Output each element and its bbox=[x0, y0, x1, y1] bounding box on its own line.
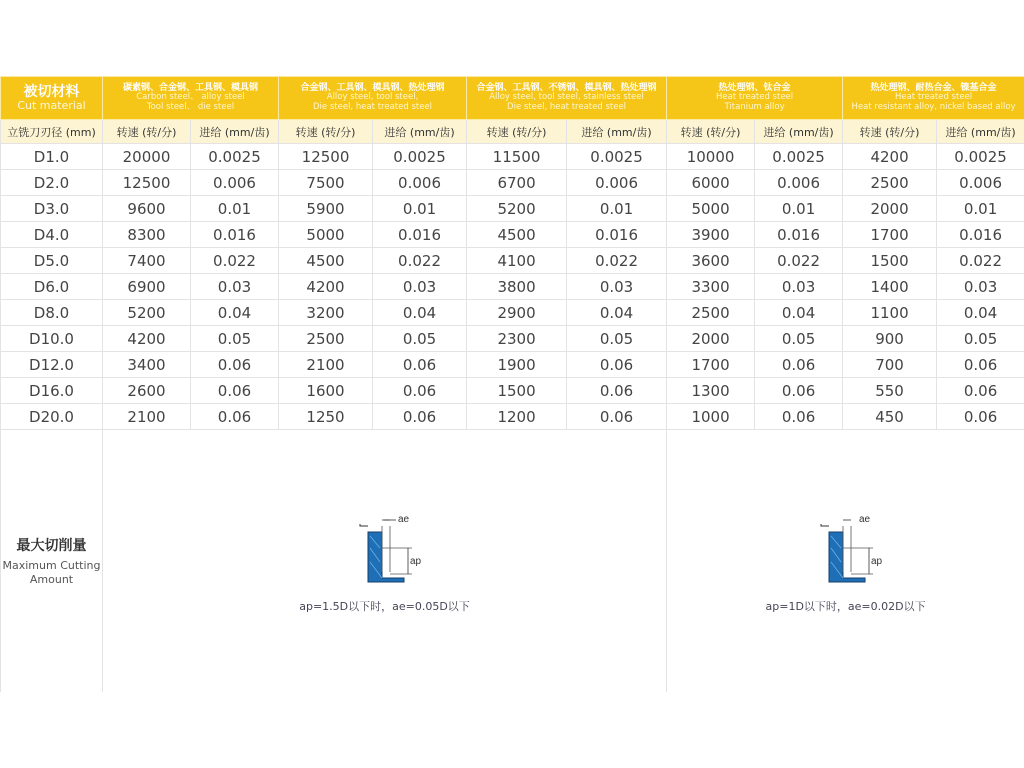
left-diagram-caption: ap=1.5D以下时，ae=0.05D以下 bbox=[299, 600, 470, 613]
speed-header: 转速 (转/分) bbox=[103, 120, 191, 144]
ap-label: ap bbox=[870, 556, 882, 567]
speed-cell: 700 bbox=[843, 352, 937, 378]
speed-cell: 1700 bbox=[667, 352, 755, 378]
max-cutting-label-cn: 最大切削量 bbox=[16, 537, 87, 554]
feed-cell: 0.04 bbox=[191, 300, 279, 326]
feed-cell: 0.01 bbox=[755, 196, 843, 222]
speed-cell: 8300 bbox=[103, 222, 191, 248]
speed-cell: 2500 bbox=[843, 170, 937, 196]
diameter-cell: D5.0 bbox=[1, 248, 103, 274]
feed-cell: 0.022 bbox=[755, 248, 843, 274]
left-diagram-cell bbox=[103, 430, 667, 693]
feed-cell: 0.06 bbox=[937, 378, 1024, 404]
diameter-cell: D2.0 bbox=[1, 170, 103, 196]
feed-cell: 0.06 bbox=[567, 352, 667, 378]
speed-cell: 1200 bbox=[467, 404, 567, 430]
table-row bbox=[1, 404, 1024, 430]
feed-cell: 0.016 bbox=[373, 222, 467, 248]
feed-cell: 0.05 bbox=[373, 326, 467, 352]
feed-cell: 0.01 bbox=[373, 196, 467, 222]
material-group-1-en2: Tool steel、 die steel bbox=[146, 102, 235, 113]
speed-cell: 3900 bbox=[667, 222, 755, 248]
speed-cell: 1000 bbox=[667, 404, 755, 430]
feed-cell: 0.0025 bbox=[755, 144, 843, 170]
material-group-2-en1: Alloy steel, tool steel, bbox=[326, 92, 419, 103]
feed-header: 进给 (mm/齿) bbox=[937, 120, 1024, 144]
feed-cell: 0.006 bbox=[755, 170, 843, 196]
speed-cell: 1600 bbox=[279, 378, 373, 404]
table-row bbox=[1, 378, 1024, 404]
speed-header: 转速 (转/分) bbox=[667, 120, 755, 144]
speed-cell: 900 bbox=[843, 326, 937, 352]
table-row bbox=[1, 196, 1024, 222]
speed-cell: 5000 bbox=[667, 196, 755, 222]
material-group-5-cn: 热处理钢、耐热合金、镍基合金 bbox=[870, 83, 997, 94]
material-group-5-en1: Heat treated steel bbox=[894, 92, 973, 103]
feed-cell: 0.06 bbox=[937, 404, 1024, 430]
material-group-5-en2: Heat resistant alloy, nickel based alloy bbox=[851, 102, 1016, 113]
feed-cell: 0.05 bbox=[191, 326, 279, 352]
material-group-1-cn: 碳素钢、合金钢、工具钢、模具钢 bbox=[123, 83, 259, 94]
speed-cell: 4200 bbox=[843, 144, 937, 170]
speed-cell: 5200 bbox=[103, 300, 191, 326]
feed-cell: 0.006 bbox=[567, 170, 667, 196]
feed-cell: 0.016 bbox=[937, 222, 1024, 248]
feed-cell: 0.0025 bbox=[191, 144, 279, 170]
feed-cell: 0.016 bbox=[567, 222, 667, 248]
feed-cell: 0.06 bbox=[567, 404, 667, 430]
material-group-3-en2: Die steel, heat treated steel bbox=[507, 102, 627, 113]
material-group-2 bbox=[279, 77, 467, 120]
speed-cell: 2300 bbox=[467, 326, 567, 352]
feed-header: 进给 (mm/齿) bbox=[755, 120, 843, 144]
speed-cell: 2000 bbox=[843, 196, 937, 222]
speed-cell: 2000 bbox=[667, 326, 755, 352]
speed-cell: 11500 bbox=[467, 144, 567, 170]
speed-cell: 5000 bbox=[279, 222, 373, 248]
column-subheader-row bbox=[1, 120, 1024, 144]
material-group-3 bbox=[467, 77, 667, 120]
feed-cell: 0.01 bbox=[937, 196, 1024, 222]
speed-cell: 2900 bbox=[467, 300, 567, 326]
feed-cell: 0.03 bbox=[191, 274, 279, 300]
speed-cell: 6900 bbox=[103, 274, 191, 300]
right-diagram-caption: ap=1D以下时，ae=0.02D以下 bbox=[765, 600, 926, 613]
ap-label: ap bbox=[409, 556, 421, 567]
left-cutting-diagram bbox=[310, 508, 460, 592]
material-group-4 bbox=[667, 77, 843, 120]
speed-cell: 4200 bbox=[279, 274, 373, 300]
table-row bbox=[1, 352, 1024, 378]
speed-cell: 2600 bbox=[103, 378, 191, 404]
speed-cell: 5200 bbox=[467, 196, 567, 222]
speed-cell: 12500 bbox=[103, 170, 191, 196]
speed-cell: 4500 bbox=[279, 248, 373, 274]
feed-cell: 0.03 bbox=[937, 274, 1024, 300]
feed-cell: 0.03 bbox=[755, 274, 843, 300]
table-row bbox=[1, 222, 1024, 248]
speed-cell: 3200 bbox=[279, 300, 373, 326]
feed-cell: 0.06 bbox=[191, 404, 279, 430]
diameter-cell: D12.0 bbox=[1, 352, 103, 378]
speed-cell: 4100 bbox=[467, 248, 567, 274]
feed-cell: 0.01 bbox=[191, 196, 279, 222]
diameter-cell: D3.0 bbox=[1, 196, 103, 222]
speed-cell: 3300 bbox=[667, 274, 755, 300]
diameter-cell: D20.0 bbox=[1, 404, 103, 430]
speed-cell: 10000 bbox=[667, 144, 755, 170]
feed-cell: 0.022 bbox=[191, 248, 279, 274]
feed-cell: 0.03 bbox=[567, 274, 667, 300]
data-rows bbox=[1, 144, 1024, 430]
feed-header: 进给 (mm/齿) bbox=[373, 120, 467, 144]
speed-cell: 1500 bbox=[467, 378, 567, 404]
ae-label: ae bbox=[397, 514, 409, 525]
feed-cell: 0.022 bbox=[567, 248, 667, 274]
feed-cell: 0.022 bbox=[937, 248, 1024, 274]
feed-cell: 0.06 bbox=[755, 378, 843, 404]
feed-cell: 0.0025 bbox=[937, 144, 1024, 170]
speed-cell: 3400 bbox=[103, 352, 191, 378]
diameter-cell: D16.0 bbox=[1, 378, 103, 404]
speed-cell: 2100 bbox=[279, 352, 373, 378]
feed-cell: 0.06 bbox=[191, 352, 279, 378]
speed-cell: 4200 bbox=[103, 326, 191, 352]
feed-cell: 0.006 bbox=[373, 170, 467, 196]
speed-cell: 20000 bbox=[103, 144, 191, 170]
feed-cell: 0.06 bbox=[567, 378, 667, 404]
material-group-4-cn: 热处理钢、钛合金 bbox=[718, 83, 791, 94]
material-group-4-en1: Heat treated steel bbox=[715, 92, 794, 103]
table-row bbox=[1, 144, 1024, 170]
feed-cell: 0.0025 bbox=[373, 144, 467, 170]
speed-cell: 1100 bbox=[843, 300, 937, 326]
material-group-3-cn: 合金钢、工具钢、不锈钢、模具钢、热处理钢 bbox=[476, 83, 657, 94]
table-row bbox=[1, 326, 1024, 352]
diameter-cell: D4.0 bbox=[1, 222, 103, 248]
feed-header: 进给 (mm/齿) bbox=[567, 120, 667, 144]
speed-header: 转速 (转/分) bbox=[843, 120, 937, 144]
material-title-cn: 被切材料 bbox=[23, 83, 80, 100]
table-row bbox=[1, 170, 1024, 196]
speed-cell: 3800 bbox=[467, 274, 567, 300]
feed-cell: 0.05 bbox=[755, 326, 843, 352]
speed-cell: 6000 bbox=[667, 170, 755, 196]
feed-cell: 0.01 bbox=[567, 196, 667, 222]
feed-cell: 0.05 bbox=[567, 326, 667, 352]
speed-cell: 2500 bbox=[279, 326, 373, 352]
speed-cell: 550 bbox=[843, 378, 937, 404]
diameter-header: 立铣刀刃径 (mm) bbox=[1, 120, 103, 144]
feed-cell: 0.0025 bbox=[567, 144, 667, 170]
feed-cell: 0.06 bbox=[373, 404, 467, 430]
cutting-parameters-table-wrap bbox=[0, 76, 1024, 692]
table-row bbox=[1, 274, 1024, 300]
material-group-2-cn: 合金钢、工具钢、模具钢、热处理钢 bbox=[300, 83, 445, 94]
diameter-cell: D8.0 bbox=[1, 300, 103, 326]
feed-cell: 0.006 bbox=[937, 170, 1024, 196]
speed-cell: 1400 bbox=[843, 274, 937, 300]
material-group-1-en1: Carbon steel、 alloy steel bbox=[136, 92, 245, 103]
diameter-cell: D1.0 bbox=[1, 144, 103, 170]
feed-cell: 0.06 bbox=[373, 378, 467, 404]
feed-cell: 0.06 bbox=[373, 352, 467, 378]
material-group-1 bbox=[103, 77, 279, 120]
speed-cell: 1700 bbox=[843, 222, 937, 248]
speed-cell: 12500 bbox=[279, 144, 373, 170]
diameter-cell: D10.0 bbox=[1, 326, 103, 352]
feed-cell: 0.06 bbox=[937, 352, 1024, 378]
diameter-cell: D6.0 bbox=[1, 274, 103, 300]
table-row bbox=[1, 248, 1024, 274]
speed-cell: 6700 bbox=[467, 170, 567, 196]
feed-cell: 0.04 bbox=[937, 300, 1024, 326]
feed-cell: 0.016 bbox=[755, 222, 843, 248]
speed-cell: 4500 bbox=[467, 222, 567, 248]
material-group-4-en2: Titanium alloy bbox=[724, 102, 785, 113]
feed-cell: 0.016 bbox=[191, 222, 279, 248]
right-diagram-cell bbox=[667, 430, 1024, 693]
speed-cell: 7400 bbox=[103, 248, 191, 274]
speed-cell: 3600 bbox=[667, 248, 755, 274]
speed-cell: 1900 bbox=[467, 352, 567, 378]
material-group-3-en1: Alloy steel, tool steel, stainless steel bbox=[489, 92, 644, 103]
max-cutting-row bbox=[1, 430, 1024, 693]
feed-cell: 0.05 bbox=[937, 326, 1024, 352]
speed-cell: 450 bbox=[843, 404, 937, 430]
speed-cell: 5900 bbox=[279, 196, 373, 222]
material-header-row bbox=[1, 77, 1024, 120]
material-group-2-en2: Die steel, heat treated steel bbox=[313, 102, 433, 113]
feed-cell: 0.03 bbox=[373, 274, 467, 300]
material-group-5 bbox=[843, 77, 1024, 120]
ae-label: ae bbox=[858, 514, 870, 525]
feed-cell: 0.06 bbox=[191, 378, 279, 404]
feed-cell: 0.04 bbox=[567, 300, 667, 326]
max-cutting-label-cell bbox=[1, 430, 103, 693]
speed-cell: 1500 bbox=[843, 248, 937, 274]
right-cutting-diagram bbox=[771, 508, 921, 592]
speed-header: 转速 (转/分) bbox=[467, 120, 567, 144]
feed-cell: 0.006 bbox=[191, 170, 279, 196]
max-cutting-label-en1: Maximum Cutting bbox=[2, 558, 101, 572]
speed-cell: 2100 bbox=[103, 404, 191, 430]
material-header-cell bbox=[1, 77, 103, 120]
material-title-en: Cut material bbox=[17, 98, 86, 112]
max-cutting-label-en2: Amount bbox=[29, 573, 74, 586]
feed-cell: 0.06 bbox=[755, 352, 843, 378]
feed-header: 进给 (mm/齿) bbox=[191, 120, 279, 144]
speed-cell: 1300 bbox=[667, 378, 755, 404]
speed-cell: 7500 bbox=[279, 170, 373, 196]
cutting-parameters-table bbox=[0, 76, 1024, 692]
table-row bbox=[1, 300, 1024, 326]
speed-header: 转速 (转/分) bbox=[279, 120, 373, 144]
speed-cell: 1250 bbox=[279, 404, 373, 430]
speed-cell: 9600 bbox=[103, 196, 191, 222]
feed-cell: 0.022 bbox=[373, 248, 467, 274]
speed-cell: 2500 bbox=[667, 300, 755, 326]
feed-cell: 0.04 bbox=[755, 300, 843, 326]
feed-cell: 0.04 bbox=[373, 300, 467, 326]
feed-cell: 0.06 bbox=[755, 404, 843, 430]
